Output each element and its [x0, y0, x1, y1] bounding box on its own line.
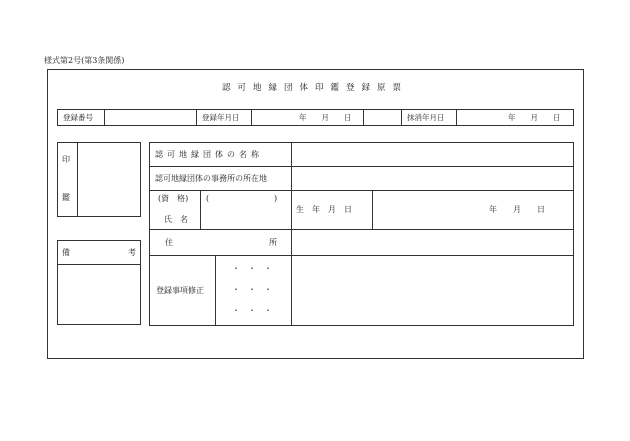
address-label-right: 所: [269, 238, 277, 247]
remarks-label-left: 備: [62, 248, 70, 257]
registration-date-value[interactable]: 年 月 日: [299, 113, 352, 122]
amendment-dots-3: ・ ・ ・: [232, 306, 272, 315]
qualification-label: (資 格): [158, 194, 189, 203]
address-label-left: 住: [165, 238, 173, 247]
amendment-field[interactable]: [292, 256, 573, 325]
amendment-dots-1: ・ ・ ・: [232, 264, 272, 273]
office-address-field[interactable]: [292, 167, 573, 190]
amendment-label: 登録事項修正: [156, 286, 204, 295]
group-name-field[interactable]: [292, 143, 573, 166]
birth-date-label: 生 年 月 日: [296, 205, 352, 214]
name-field[interactable]: [201, 191, 290, 229]
seal-label-top: 印: [62, 155, 70, 164]
registration-number-label: 登録番号: [63, 113, 93, 122]
remarks-label-right: 考: [128, 248, 136, 257]
birth-date-value[interactable]: 年 月 日: [489, 205, 545, 214]
amendment-dots-2: ・ ・ ・: [232, 285, 272, 294]
address-field[interactable]: [292, 230, 573, 255]
office-address-label: 認可地縁団体の事務所の所在地: [155, 174, 267, 183]
cancellation-date-label: 抹消年月日: [407, 113, 445, 122]
group-name-label: 認可地縁団体の名称: [155, 150, 263, 159]
qualification-paren-open: (: [206, 194, 210, 203]
registration-date-label: 登録年月日: [202, 113, 240, 122]
form-reference: 様式第2号(第3条関係): [44, 56, 125, 65]
seal-impression-area[interactable]: [78, 143, 140, 216]
registration-number-field[interactable]: [105, 110, 195, 125]
name-label: 氏 名: [164, 215, 188, 224]
cancellation-date-value[interactable]: 年 月 日: [508, 113, 561, 122]
seal-label-bottom: 鑑: [62, 193, 70, 202]
form-title: 認可地縁団体印鑑登録原票: [222, 83, 409, 93]
remarks-field[interactable]: [58, 265, 140, 324]
qualification-paren-close: ): [274, 194, 278, 203]
